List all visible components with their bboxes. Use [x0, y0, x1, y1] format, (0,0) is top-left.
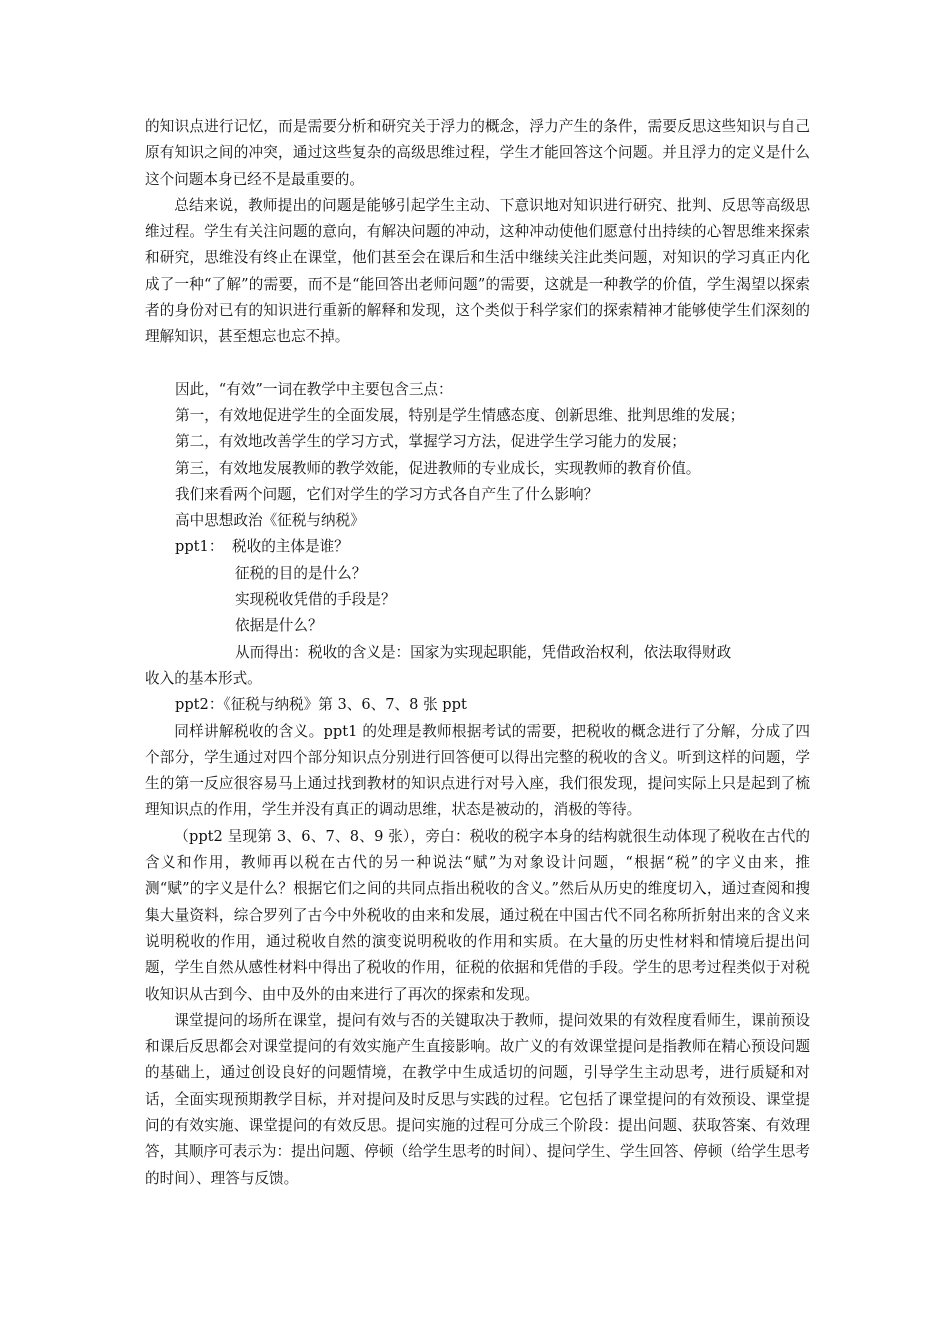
blank-line: [145, 351, 810, 377]
ppt1-question-3: 实现税收凭借的手段是？: [235, 591, 396, 609]
list-item-third: 第三，有效地发展教师的教学效能，促进教师的专业成长，实现教师的教育价值。: [175, 459, 701, 477]
lesson-title: 高中思想政治《征税与纳税》: [175, 512, 365, 530]
ppt1-question-2: 征税的目的是什么？: [235, 564, 367, 582]
body-text: [145, 114, 810, 1192]
ppt1-label: ppt1：: [175, 538, 224, 556]
paragraph-buoyancy-continuation: 的知识点进行记忆，而是需要分析和研究关于浮力的概念，浮力产生的条件，需要反思这些知识与自己原有知识之间的冲突，通过这些复杂的高级思维过程，学生才能回答这个问题。并且浮力的定义是什么这个问题本身已经不是最重要的。: [145, 118, 810, 188]
ppt1-conclusion-line: 从而得出：税收的含义是：国家为实现起职能，凭借政治权利，依法取得财政: [235, 643, 732, 661]
paragraph-ppt1-analysis: 同样讲解税收的含义。ppt1 的处理是教师根据考试的需要，把税收的概念进行了分解，分成了四个部分，学生通过对四个部分知识点分别进行回答便可以得出完整的税收的含义。听到这样的问题，学生的第一反应很容易马上通过找到教材的知识点进行对号入座，我们很发现，提问实际上只是起到了梳理知识点的作用，学生并没有真正的调动思维，状态是被动的，消极的等待。: [145, 722, 810, 819]
list-item-second: 第二，有效地改善学生的学习方式，掌握学习方法，促进学生学习能力的发展；: [175, 433, 686, 451]
paragraph-summary: 总结来说，教师提出的问题是能够引起学生主动、下意识地对知识进行研究、批判、反思等高级思维过程。学生有关注问题的意向，有解决问题的冲动，这种冲动使他们愿意付出持续的心智思维来探索和研究，思维没有终止在课堂，他们甚至会在课后和生活中继续关注此类问题，对知识的学习真正内化成了一种“了解”的需要，而不是“能回答出老师问题”的需要，这就是一种教学的价值，学生渴望以探索者的身份对已有的知识进行重新的解释和发现，这个类似于科学家们的探索精神才能够使学生们深刻的理解知识，甚至想忘也忘不掉。: [145, 196, 810, 346]
list-item-first: 第一，有效地促进学生的全面发展，特别是学生情感态度、创新思维、批判思维的发展；: [175, 406, 745, 424]
paragraph-two-questions: 我们来看两个问题，它们对学生的学习方式各自产生了什么影响？: [175, 485, 599, 503]
ppt1-conclusion-end: 收入的基本形式。: [145, 669, 262, 687]
paragraph-ppt2-analysis: （ppt2 呈现第 3、6、7、8、9 张），旁白：税收的税字本身的结构就很生动体现了税收在古代的含义和作用，教师再以税在古代的另一种说法“赋”为对象设计问题，“根据“税”的字义由来，推测“赋”的字义是什么？根据它们之间的共同点指出税收的含义。”然后从历史的维度切入，通过查阅和搜集大量资料，综合罗列了古今中外税收的由来和发展，通过税在中国古代不同名称所折射出来的含义来说明税收的作用，通过税收自然的演变说明税收的作用和实质。在大量的历史性材料和情境后提出问题，学生自然从感性材料中得出了税收的作用，征税的依据和凭借的手段。学生的思考过程类似于对税收知识从古到今、由中及外的由来进行了再次的探索和发现。: [145, 827, 810, 1003]
paragraph-effective-intro: 因此，“有效”一词在教学中主要包含三点：: [175, 380, 453, 398]
ppt1-row: [145, 534, 810, 560]
ppt1-question-4: 依据是什么？: [235, 617, 323, 635]
ppt1-question-1: 税收的主体是谁？: [232, 538, 349, 556]
ppt2-line: ppt2：《征税与纳税》第 3、6、7、8 张 ppt: [175, 696, 467, 714]
paragraph-classroom-questioning: 课堂提问的场所在课堂，提问有效与否的关键取决于教师，提问效果的有效程度看师生，课前预设和课后反思都会对课堂提问的有效实施产生直接影响。故广义的有效课堂提问是指教师在精心预设问题的基础上，通过创设良好的问题情境，在教学中生成适切的问题，引导学生主动思考，进行质疑和对话，全面实现预期教学目标，并对提问及时反思与实践的过程。它包括了课堂提问的有效预设、课堂提问的有效实施、课堂提问的有效反思。提问实施的过程可分成三个阶段：提出问题、获取答案、有效理答，其顺序可表示为：提出问题、停顿（给学生思考的时间）、提问学生、学生回答、停顿（给学生思考的时间）、理答与反馈。: [145, 1011, 810, 1187]
